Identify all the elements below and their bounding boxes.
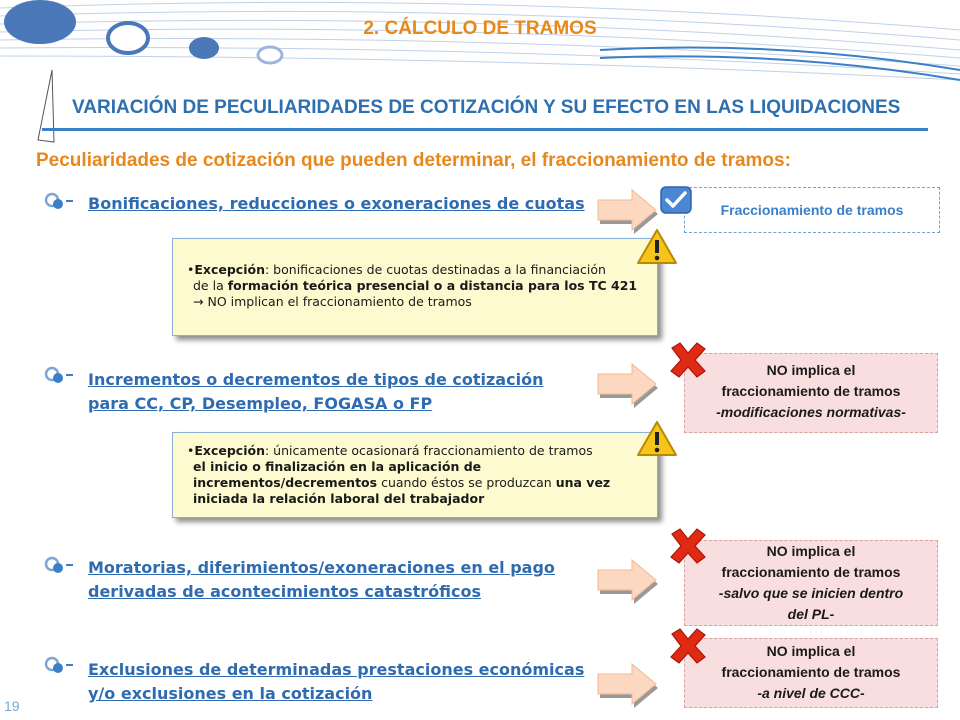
bullet-icon: [44, 192, 74, 212]
item-bonificaciones[interactable]: Bonificaciones, reducciones o exoneraciones de cuotas: [88, 194, 585, 213]
title-divider: [42, 128, 928, 131]
subtitle: Peculiaridades de cotización que pueden determinar, el fraccionamiento de tramos:: [36, 150, 791, 171]
result-fraccionamiento: Fraccionamiento de tramos: [684, 187, 940, 233]
exception-box-2: •Excepción: únicamente ocasionará fraccionamiento de tramos el inicio o finalización en la aplicación de incrementos/decrementos cuando éstos se produzcan una vez iniciada la relación laboral del trabajador: [172, 432, 658, 518]
deco-slash: [38, 70, 54, 142]
bullet-icon: [44, 556, 74, 576]
arrow-right-icon: [594, 360, 660, 410]
arrow-right-icon: [594, 660, 660, 710]
deco-circle-ring-small: [258, 47, 282, 63]
warning-icon: [636, 228, 678, 266]
section-title: 2. CÁLCULO DE TRAMOS: [363, 18, 597, 39]
result-no-implica-2: NO implica el fraccionamiento de tramos -salvo que se inicien dentro del PL-: [684, 540, 938, 626]
item-moratorias[interactable]: Moratorias, diferimientos/exoneraciones en el pago derivadas de acontecimientos catastróficos: [88, 558, 555, 601]
main-title: VARIACIÓN DE PECULIARIDADES DE COTIZACIÓN Y SU EFECTO EN LAS LIQUIDACIONES: [72, 97, 901, 118]
item-exclusiones[interactable]: Exclusiones de determinadas prestaciones económicas y/o exclusiones en la cotización: [88, 660, 585, 703]
result-no-implica-3: NO implica el fraccionamiento de tramos -a nivel de CCC-: [684, 638, 938, 708]
bullet-icon: [44, 366, 74, 386]
close-x-icon: [666, 526, 710, 566]
close-x-icon: [666, 626, 710, 666]
arrow-right-icon: [594, 556, 660, 606]
checkbox-check-icon: [658, 184, 694, 216]
result-no-implica-1: NO implica el fraccionamiento de tramos -modificaciones normativas-: [684, 353, 938, 433]
warning-icon: [636, 420, 678, 458]
deco-circle-ring: [108, 23, 148, 53]
item-incrementos[interactable]: Incrementos o decrementos de tipos de cotización para CC, CP, Desempleo, FOGASA o FP: [88, 370, 544, 413]
page-number: 19: [4, 698, 20, 714]
arrow-icon: →: [193, 294, 204, 309]
deco-circle-large: [4, 0, 76, 44]
exception-box-1: •Excepción: bonificaciones de cuotas destinadas a la financiación de la formación teórica presencial o a distancia para los TC 421 → NO implican el fraccionamiento de tramos: [172, 238, 658, 336]
bullet-icon: [44, 656, 74, 676]
deco-circle-small: [189, 37, 219, 59]
close-x-icon: [666, 340, 710, 380]
